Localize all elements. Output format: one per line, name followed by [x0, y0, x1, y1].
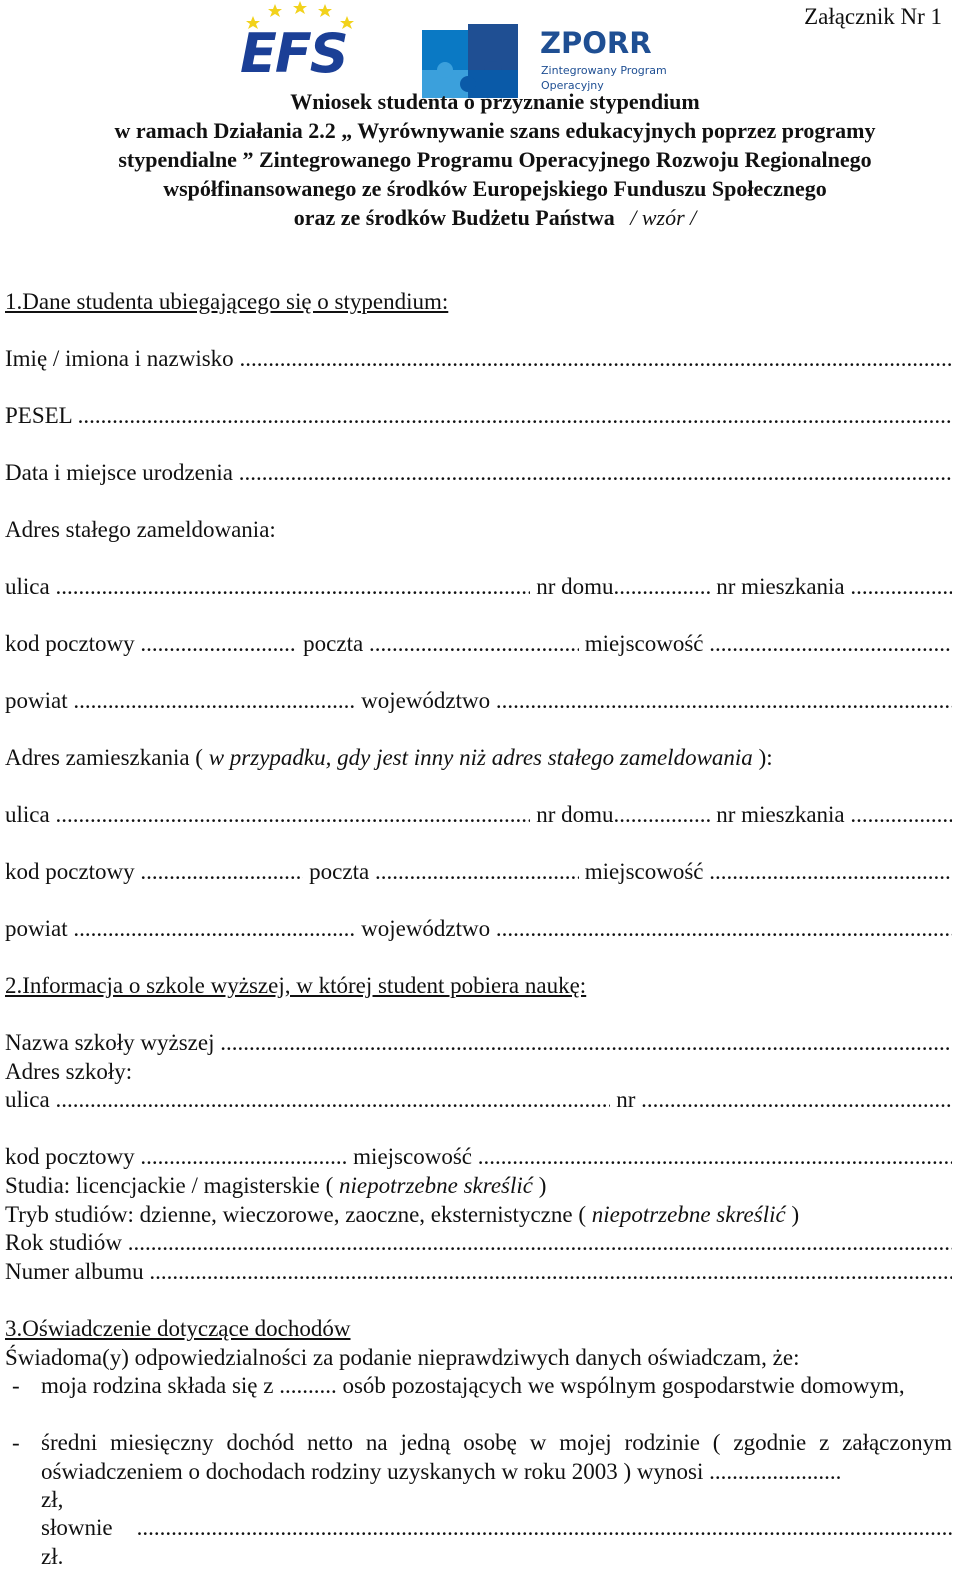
section-3-heading: 3.Oświadczenie dotyczące dochodów: [5, 1316, 351, 1341]
city-label: miejscowość: [578, 631, 710, 656]
res-postal-row[interactable]: [5, 858, 952, 886]
school-city-label: miejscowość: [347, 1144, 478, 1169]
postal-dots[interactable]: [140, 630, 297, 658]
res-street-dots[interactable]: [55, 801, 530, 829]
house-dots[interactable]: [614, 573, 711, 601]
study-mode-a: Tryb studiów: dzienne, wieczorowe, zaoczne, eksternistyczne (: [5, 1202, 592, 1227]
res-house-dots[interactable]: [614, 801, 711, 829]
section-2-heading: 2.Informacja o szkole wyższej, w której student pobiera naukę:: [5, 973, 587, 998]
school-name-dots[interactable]: [220, 1029, 952, 1057]
res-flat-dots[interactable]: [850, 801, 952, 829]
county-dots[interactable]: [73, 687, 355, 715]
residence-label-note: w przypadku, gdy jest inny niż adres stałego zameldowania: [208, 745, 753, 770]
residence-label-c: ):: [752, 745, 773, 770]
post-label: poczta: [297, 631, 369, 656]
school-address-label: Adres szkoły:: [5, 1059, 133, 1084]
school-postal-label: kod pocztowy: [5, 1144, 141, 1169]
study-level-c: ): [533, 1173, 547, 1198]
school-name-field[interactable]: [5, 1029, 952, 1057]
res-county-row[interactable]: [5, 915, 952, 943]
bullet-dash-2: -: [12, 1430, 20, 1455]
album-number-field[interactable]: [5, 1258, 952, 1286]
school-city-dots[interactable]: [478, 1143, 952, 1171]
voivodeship-label: województwo: [355, 688, 496, 713]
amount-in-words-label: słownie: [41, 1515, 113, 1540]
pesel-field[interactable]: [5, 402, 952, 430]
res-house-label: nr domu: [530, 802, 614, 827]
post-dots[interactable]: [369, 630, 579, 658]
flat-dots[interactable]: [850, 573, 952, 601]
efs-logo-text: EFS: [240, 22, 347, 85]
school-street-label: ulica: [5, 1087, 56, 1112]
name-label: Imię / imiona i nazwisko: [5, 346, 240, 371]
pesel-label: PESEL: [5, 403, 78, 428]
school-nr-dots[interactable]: [641, 1086, 952, 1114]
annex-label: Załącznik Nr 1: [804, 4, 942, 29]
income-statement: średni miesięczny dochód netto na jedną osobę w mojej rodzinie ( zgodnie z załączonym oświadczeniem o dochodach rodziny uzyskanych w roku 2003 ) wynosi .......................: [41, 1430, 952, 1484]
school-street-row[interactable]: [5, 1086, 952, 1114]
res-city-dots[interactable]: [709, 858, 952, 886]
res-flat-label: nr mieszkania: [710, 802, 851, 827]
street-label: ulica: [5, 574, 56, 599]
study-level-row: [5, 1172, 952, 1200]
birth-label: Data i miejsce urodzenia: [5, 460, 239, 485]
zporr-sub-1: Zintegrowany Program: [541, 64, 667, 77]
amount-in-words-dots[interactable]: [137, 1514, 952, 1542]
res-post-dots[interactable]: [375, 858, 579, 886]
study-level-note: niepotrzebne skreślić: [339, 1173, 533, 1198]
res-street-label: ulica: [5, 802, 56, 827]
res-city-label: miejscowość: [578, 859, 710, 884]
album-number-label: Numer albumu: [5, 1259, 150, 1284]
street-dots[interactable]: [55, 573, 530, 601]
school-nr-label: nr: [610, 1087, 642, 1112]
bullet-dash-1: -: [12, 1373, 20, 1398]
res-postal-dots[interactable]: [140, 858, 303, 886]
birth-dots[interactable]: [239, 459, 952, 487]
school-postal-row[interactable]: [5, 1143, 952, 1171]
postal-label: kod pocztowy: [5, 631, 141, 656]
study-level-a: Studia: licencjackie / magisterskie (: [5, 1173, 340, 1198]
city-dots[interactable]: [709, 630, 952, 658]
form-title-line-5-text: oraz ze środków Budżetu Państwa: [293, 205, 615, 230]
flat-label: nr mieszkania: [710, 574, 851, 599]
currency-1: zł,: [41, 1487, 64, 1512]
family-size-statement: moja rodzina składa się z .......... osób pozostających we wspólnym gospodarstwie domowym,: [41, 1373, 905, 1398]
perm-postal-row[interactable]: [5, 630, 952, 658]
amount-in-words-field[interactable]: [41, 1514, 952, 1542]
school-name-label: Nazwa szkoły wyższej: [5, 1030, 221, 1055]
name-dots[interactable]: [239, 345, 952, 373]
efs-logo: [238, 0, 363, 86]
study-mode-c: ): [785, 1202, 800, 1227]
form-title-line-5: [0, 203, 960, 232]
school-postal-dots[interactable]: [140, 1143, 347, 1171]
county-label: powiat: [5, 688, 74, 713]
zporr-sub-2: Operacyjny: [541, 79, 604, 92]
res-county-label: powiat: [5, 916, 74, 941]
voivodeship-dots[interactable]: [496, 687, 952, 715]
res-post-label: poczta: [303, 859, 375, 884]
res-postal-label: kod pocztowy: [5, 859, 141, 884]
res-voivodeship-dots[interactable]: [496, 915, 952, 943]
perm-address-label: Adres stałego zameldowania:: [5, 517, 276, 542]
perm-county-row[interactable]: [5, 687, 952, 715]
study-year-field[interactable]: [5, 1229, 952, 1257]
form-title-line-4: współfinansowanego ze środków Europejskiego Funduszu Społecznego: [163, 176, 827, 201]
form-title-line-3: stypendialne ” Zintegrowanego Programu Operacyjnego Rozwoju Regionalnego: [118, 147, 872, 172]
study-mode-row: [5, 1201, 952, 1229]
declaration-intro: Świadoma(y) odpowiedzialności za podanie nieprawdziwych danych oświadczam, że:: [5, 1345, 800, 1370]
birth-field[interactable]: [5, 459, 952, 487]
res-voivodeship-label: województwo: [355, 916, 496, 941]
name-field[interactable]: [5, 345, 952, 373]
currency-2: zł.: [41, 1544, 64, 1569]
template-note: / wzór /: [630, 205, 697, 230]
study-year-dots[interactable]: [128, 1229, 952, 1257]
album-number-dots[interactable]: [149, 1258, 952, 1286]
form-title: Wniosek studenta o przyznanie stypendium: [290, 89, 700, 114]
res-county-dots[interactable]: [73, 915, 355, 943]
res-street-row[interactable]: [5, 801, 952, 829]
perm-street-row[interactable]: [5, 573, 952, 601]
form-title-line-2: w ramach Działania 2.2 „ Wyrównywanie szans edukacyjnych poprzez programy: [114, 118, 876, 143]
section-1-heading: 1.Dane studenta ubiegającego się o stypendium:: [5, 289, 449, 314]
pesel-dots[interactable]: [78, 402, 952, 430]
house-label: nr domu: [530, 574, 614, 599]
zporr-logo-text: ZPORR: [540, 26, 652, 60]
school-street-dots[interactable]: [55, 1086, 610, 1114]
residence-label-a: Adres zamieszkania (: [5, 745, 209, 770]
study-mode-note: niepotrzebne skreślić: [591, 1202, 786, 1227]
residence-address-label: [5, 744, 952, 772]
study-year-label: Rok studiów: [5, 1230, 128, 1255]
